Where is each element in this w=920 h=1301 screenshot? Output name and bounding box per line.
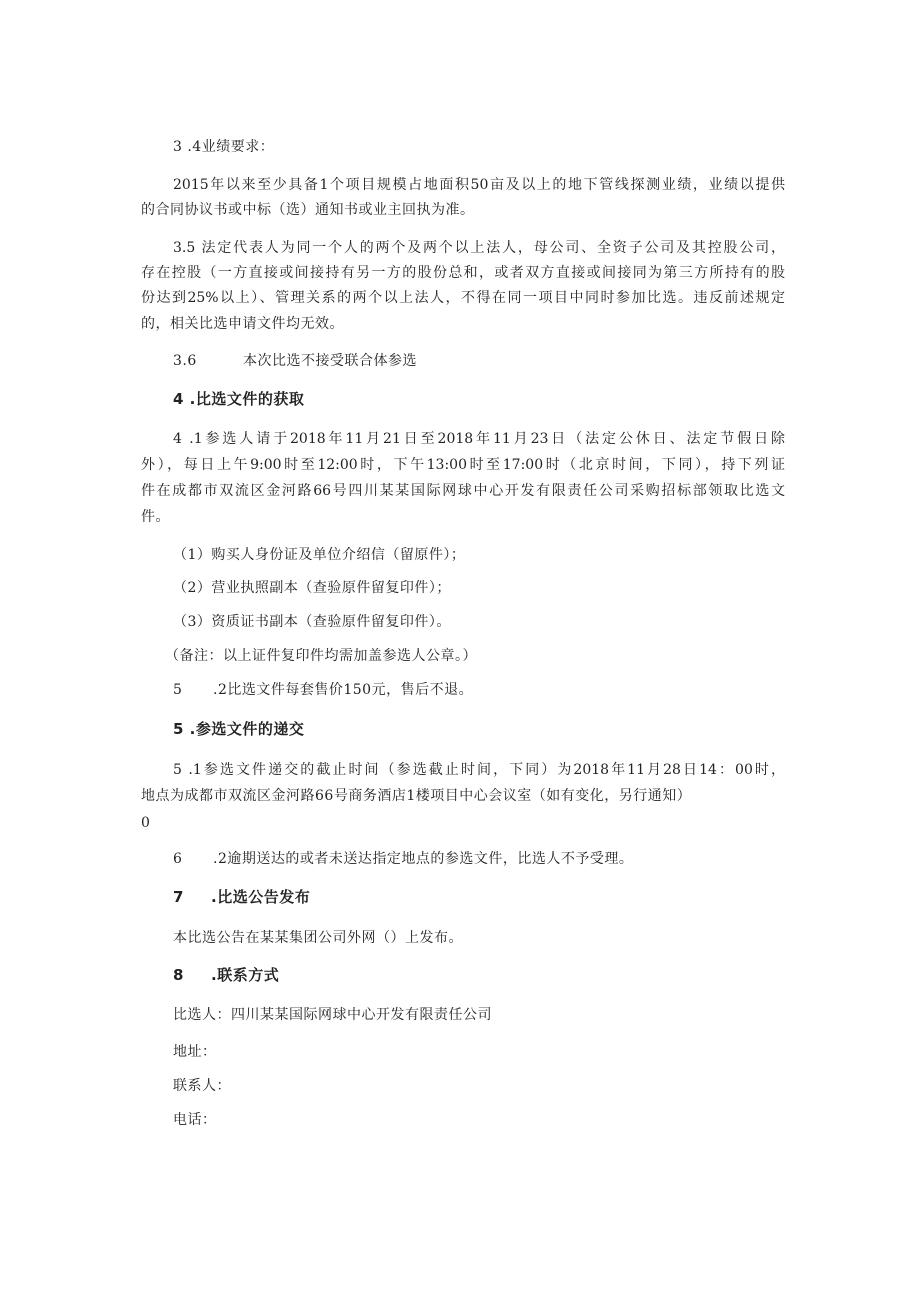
section-3-5-line-3: 份达到25%以上）、管理关系的两个以上法人，不得在同一项目中同时参加比选。违反前述规定 xyxy=(141,290,785,306)
section-4-2-text: .2比选文件每套售价150元，售后不退。 xyxy=(213,682,474,698)
section-3-5-line-4: 的，相关比选申请文件均无效。 xyxy=(141,316,344,332)
section-5-1-line-1: 5 .1参选文件递交的截止时间（参选截止时间，下同）为2018年11月28日14：00时， xyxy=(173,762,785,778)
list-item-2: （2）营业执照副本（查验原件留复印件）； xyxy=(173,580,451,596)
section-3-5-line-1: 3.5 法定代表人为同一个人的两个及两个以上法人，母公司、全资子公司及其控股公司， xyxy=(173,240,785,256)
section-8-heading: .联系方式 xyxy=(211,966,280,984)
section-3-5-line-2: 存在控股（一方直接或间接持有另一方的股份总和，或者双方直接或间接同为第三方所持有的股 xyxy=(141,265,785,281)
section-3-4-label: 3 .4业绩要求： xyxy=(173,139,275,155)
section-4-1-line-1: 4 .1参选人请于2018年11月21日至2018年11月23日（法定公休日、法定节假日除 xyxy=(173,431,785,447)
section-4-heading: 4 .比选文件的获取 xyxy=(173,390,305,408)
section-5-2-number: 6 xyxy=(173,851,183,867)
section-5-2-text: .2逾期送达的或者未送达指定地点的参选文件，比选人不予受理。 xyxy=(213,851,634,867)
section-5-1-line-2: 地点为成都市双流区金河路66号商务酒店1楼项目中心会议室（如有变化，另行通知） xyxy=(141,788,692,804)
section-4-1-line-4: 件。 xyxy=(141,509,170,525)
contact-phone: 电话： xyxy=(173,1112,217,1128)
list-item-1: （1）购买人身份证及单位介绍信（留原件）； xyxy=(173,547,466,563)
section-5-heading: 5 .参选文件的递交 xyxy=(173,720,305,738)
contact-issuer: 比选人：四川某某国际网球中心开发有限责任公司 xyxy=(173,1007,492,1023)
section-3-4-body-line-2: 的合同协议书或中标（选）通知书或业主回执为准。 xyxy=(141,202,475,218)
list-note: （备注：以上证件复印件均需加盖参选人公章。） xyxy=(165,648,477,664)
section-3-6-number: 3.6 xyxy=(173,353,197,369)
section-8-number: 8 xyxy=(173,966,184,984)
section-7-heading: .比选公告发布 xyxy=(211,888,311,906)
section-7-text: 本比选公告在某某集团公司外网（）上发布。 xyxy=(173,930,463,946)
list-item-3: （3）资质证书副本（查验原件留复印件）。 xyxy=(173,614,451,630)
contact-address: 地址： xyxy=(173,1044,217,1060)
section-3-6-text: 本次比选不接受联合体参选 xyxy=(243,353,417,369)
section-7-number: 7 xyxy=(173,888,184,906)
section-3-4-body-line-1: 2015年以来至少具备1个项目规模占地面积50亩及以上的地下管线探测业绩，业绩以提供 xyxy=(173,177,785,193)
section-5-1-line-3: 0 xyxy=(141,815,151,831)
section-4-1-line-2: 外），每日上午9:00时至12:00时，下午13:00时至17:00时（北京时间，下同），持下列证 xyxy=(141,457,785,473)
section-4-2-number: 5 xyxy=(173,682,183,698)
contact-person: 联系人： xyxy=(173,1078,231,1094)
section-4-1-line-3: 件在成都市双流区金河路66号四川某某国际网球中心开发有限责任公司采购招标部领取比选文 xyxy=(141,483,785,499)
